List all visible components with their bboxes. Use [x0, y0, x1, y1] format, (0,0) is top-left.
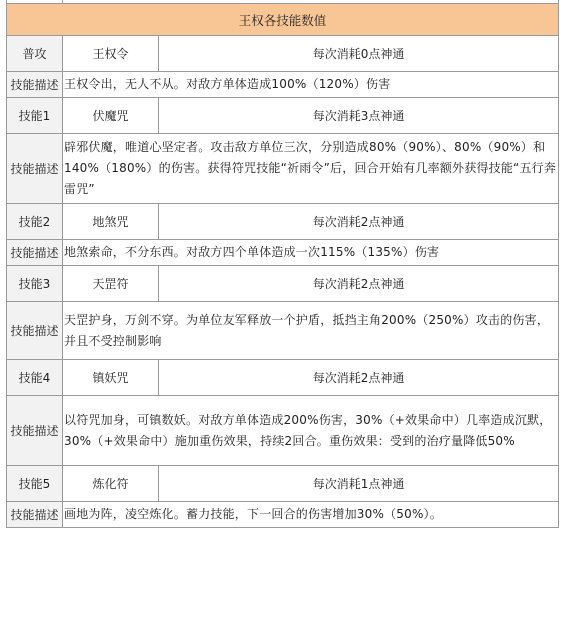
skill-description: 以符咒加身，可镇数妖。对敌方单体造成200%伤害，30%（+效果命中）几率造成沉默，30%（+效果命中）施加重伤效果，持续2回合。重伤效果：受到的治疗量降低50%	[63, 396, 559, 466]
skill-label: 技能2	[7, 204, 63, 240]
table-title: 王权各技能数值	[7, 4, 559, 36]
skill-label: 技能5	[7, 466, 63, 502]
table-row	[7, 466, 559, 502]
skill-name: 镇妖咒	[63, 360, 159, 396]
table-row	[7, 266, 559, 302]
table-row	[7, 134, 559, 204]
desc-label: 技能描述	[7, 502, 63, 528]
table-row	[7, 72, 559, 98]
skill-description: 画地为阵，凌空炼化。蓄力技能，下一回合的伤害增加30%（50%）。	[63, 502, 559, 528]
desc-label: 技能描述	[7, 72, 63, 98]
skill-label: 普攻	[7, 36, 63, 72]
table-row	[7, 360, 559, 396]
skill-label: 技能3	[7, 266, 63, 302]
skill-cost: 每次消耗2点神通	[159, 266, 559, 302]
skill-cost: 每次消耗2点神通	[159, 360, 559, 396]
skill-name: 炼化符	[63, 466, 159, 502]
skill-values-table	[6, 3, 559, 528]
skill-cost: 每次消耗3点神通	[159, 98, 559, 134]
skill-cost: 每次消耗0点神通	[159, 36, 559, 72]
skill-name: 王权令	[63, 36, 159, 72]
skill-label: 技能1	[7, 98, 63, 134]
skill-cost: 每次消耗2点神通	[159, 204, 559, 240]
table-row	[7, 502, 559, 528]
desc-label: 技能描述	[7, 134, 63, 204]
skill-description: 辟邪伏魔，唯道心坚定者。攻击敌方单位三次，分别造成80%（90%）、80%（90%）和140%（180%）的伤害。获得符咒技能“祈雨令”后，回合开始有几率额外获得技能“五行奔雷咒”	[63, 134, 559, 204]
table-row	[7, 204, 559, 240]
table-row	[7, 240, 559, 266]
skill-cost: 每次消耗1点神通	[159, 466, 559, 502]
skill-description: 地煞索命，不分东西。对敌方四个单体造成一次115%（135%）伤害	[63, 240, 559, 266]
table-row	[7, 36, 559, 72]
skill-description: 王权令出，无人不从。对敌方单体造成100%（120%）伤害	[63, 72, 559, 98]
table-row	[7, 98, 559, 134]
skill-name: 地煞咒	[63, 204, 159, 240]
skill-label: 技能4	[7, 360, 63, 396]
skill-description: 天罡护身，万剑不穿。为单位友军释放一个护盾，抵挡主角200%（250%）攻击的伤害，并且不受控制影响	[63, 302, 559, 360]
desc-label: 技能描述	[7, 240, 63, 266]
skill-name: 天罡符	[63, 266, 159, 302]
table-row	[7, 302, 559, 360]
desc-label: 技能描述	[7, 396, 63, 466]
desc-label: 技能描述	[7, 302, 63, 360]
skill-name: 伏魔咒	[63, 98, 159, 134]
table-row	[7, 396, 559, 466]
